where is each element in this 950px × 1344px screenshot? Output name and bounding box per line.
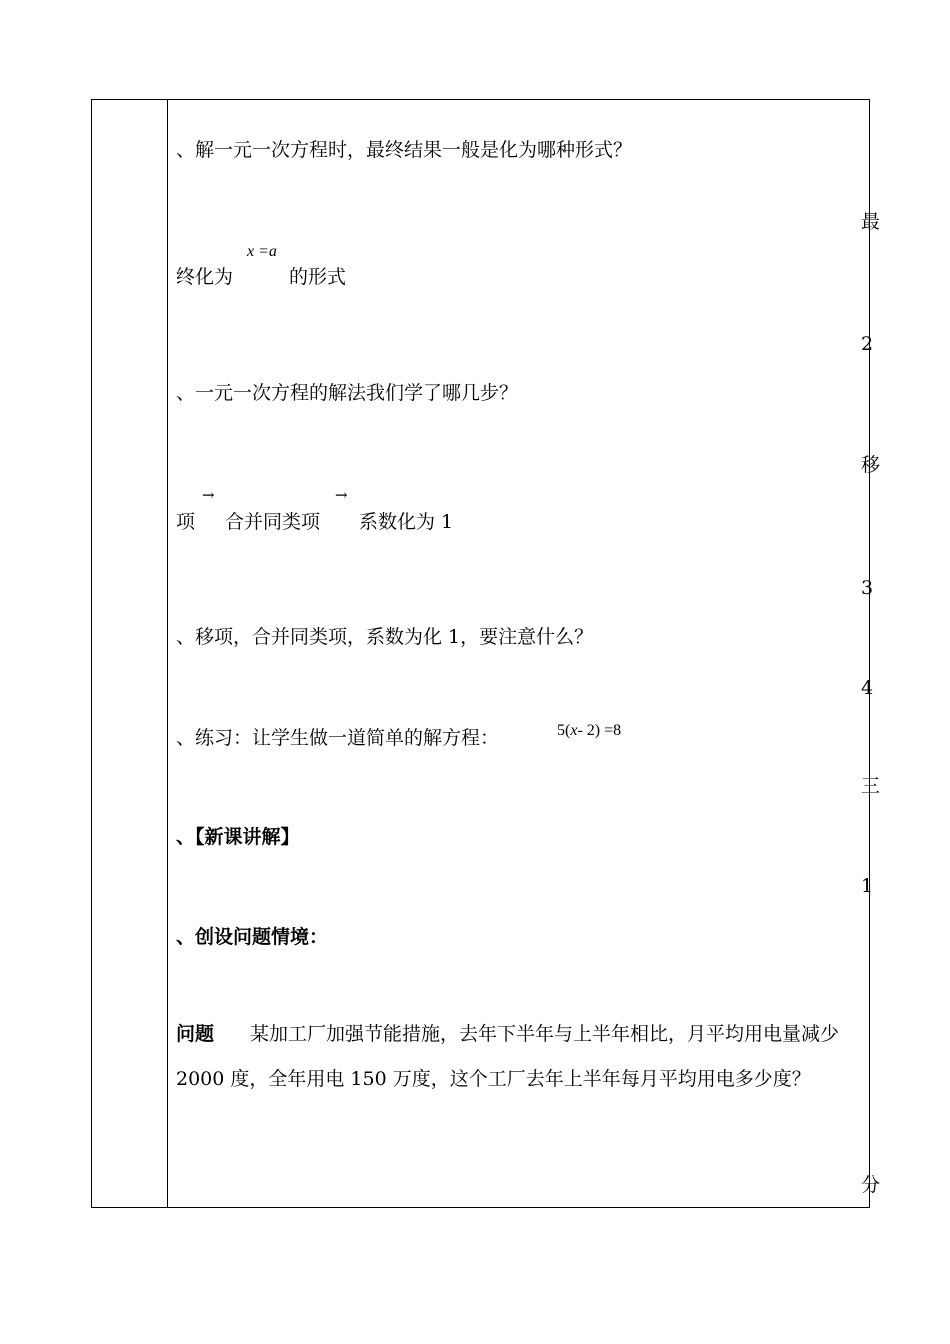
side-char: 最 [861,211,881,233]
answer-1-prefix: 终化为 [176,266,234,288]
problem-text: 某加工厂加强节能措施，去年下半年与上半年相比，月平均用电量减少 2000 度，全年用电 150 万度，这个工厂去年上半年每月平均用电多少度？ [176,1023,840,1090]
side-char: 三 [861,775,881,797]
problem-paragraph [176,1012,861,1102]
side-char: 4 [861,677,874,699]
side-char: 分 [861,1174,881,1196]
arrow-icon: → [202,486,215,504]
heading-new-lesson: 、【新课讲解】 [176,826,300,848]
question-2: 、一元一次方程的解法我们学了哪几步？ [176,382,519,404]
side-char: 移 [861,454,881,476]
question-3: 、移项，合并同类项，系数为化 1，要注意什么？ [176,626,594,648]
step-1: 项 [176,511,196,533]
formula-x-eq-a: x =a [247,243,277,260]
column-divider [167,99,168,1208]
answer-1-suffix: 的形式 [289,266,347,288]
question-1: 、解一元一次方程时，最终结果一般是化为哪种形式？ [176,139,633,161]
side-char: 3 [861,577,874,599]
side-char: 1 [861,875,874,897]
problem-label: 问题 [176,1023,215,1045]
arrow-icon: → [335,486,348,504]
step-3: 系数化为 1 [359,511,454,533]
heading-problem-situation: 、创设问题情境： [176,926,329,948]
side-char: 2 [861,333,874,355]
formula-equation: 5(x- 2) =8 [557,722,622,739]
question-4: 、练习：让学生做一道简单的解方程： [176,727,500,749]
step-2: 合并同类项 [225,511,321,533]
